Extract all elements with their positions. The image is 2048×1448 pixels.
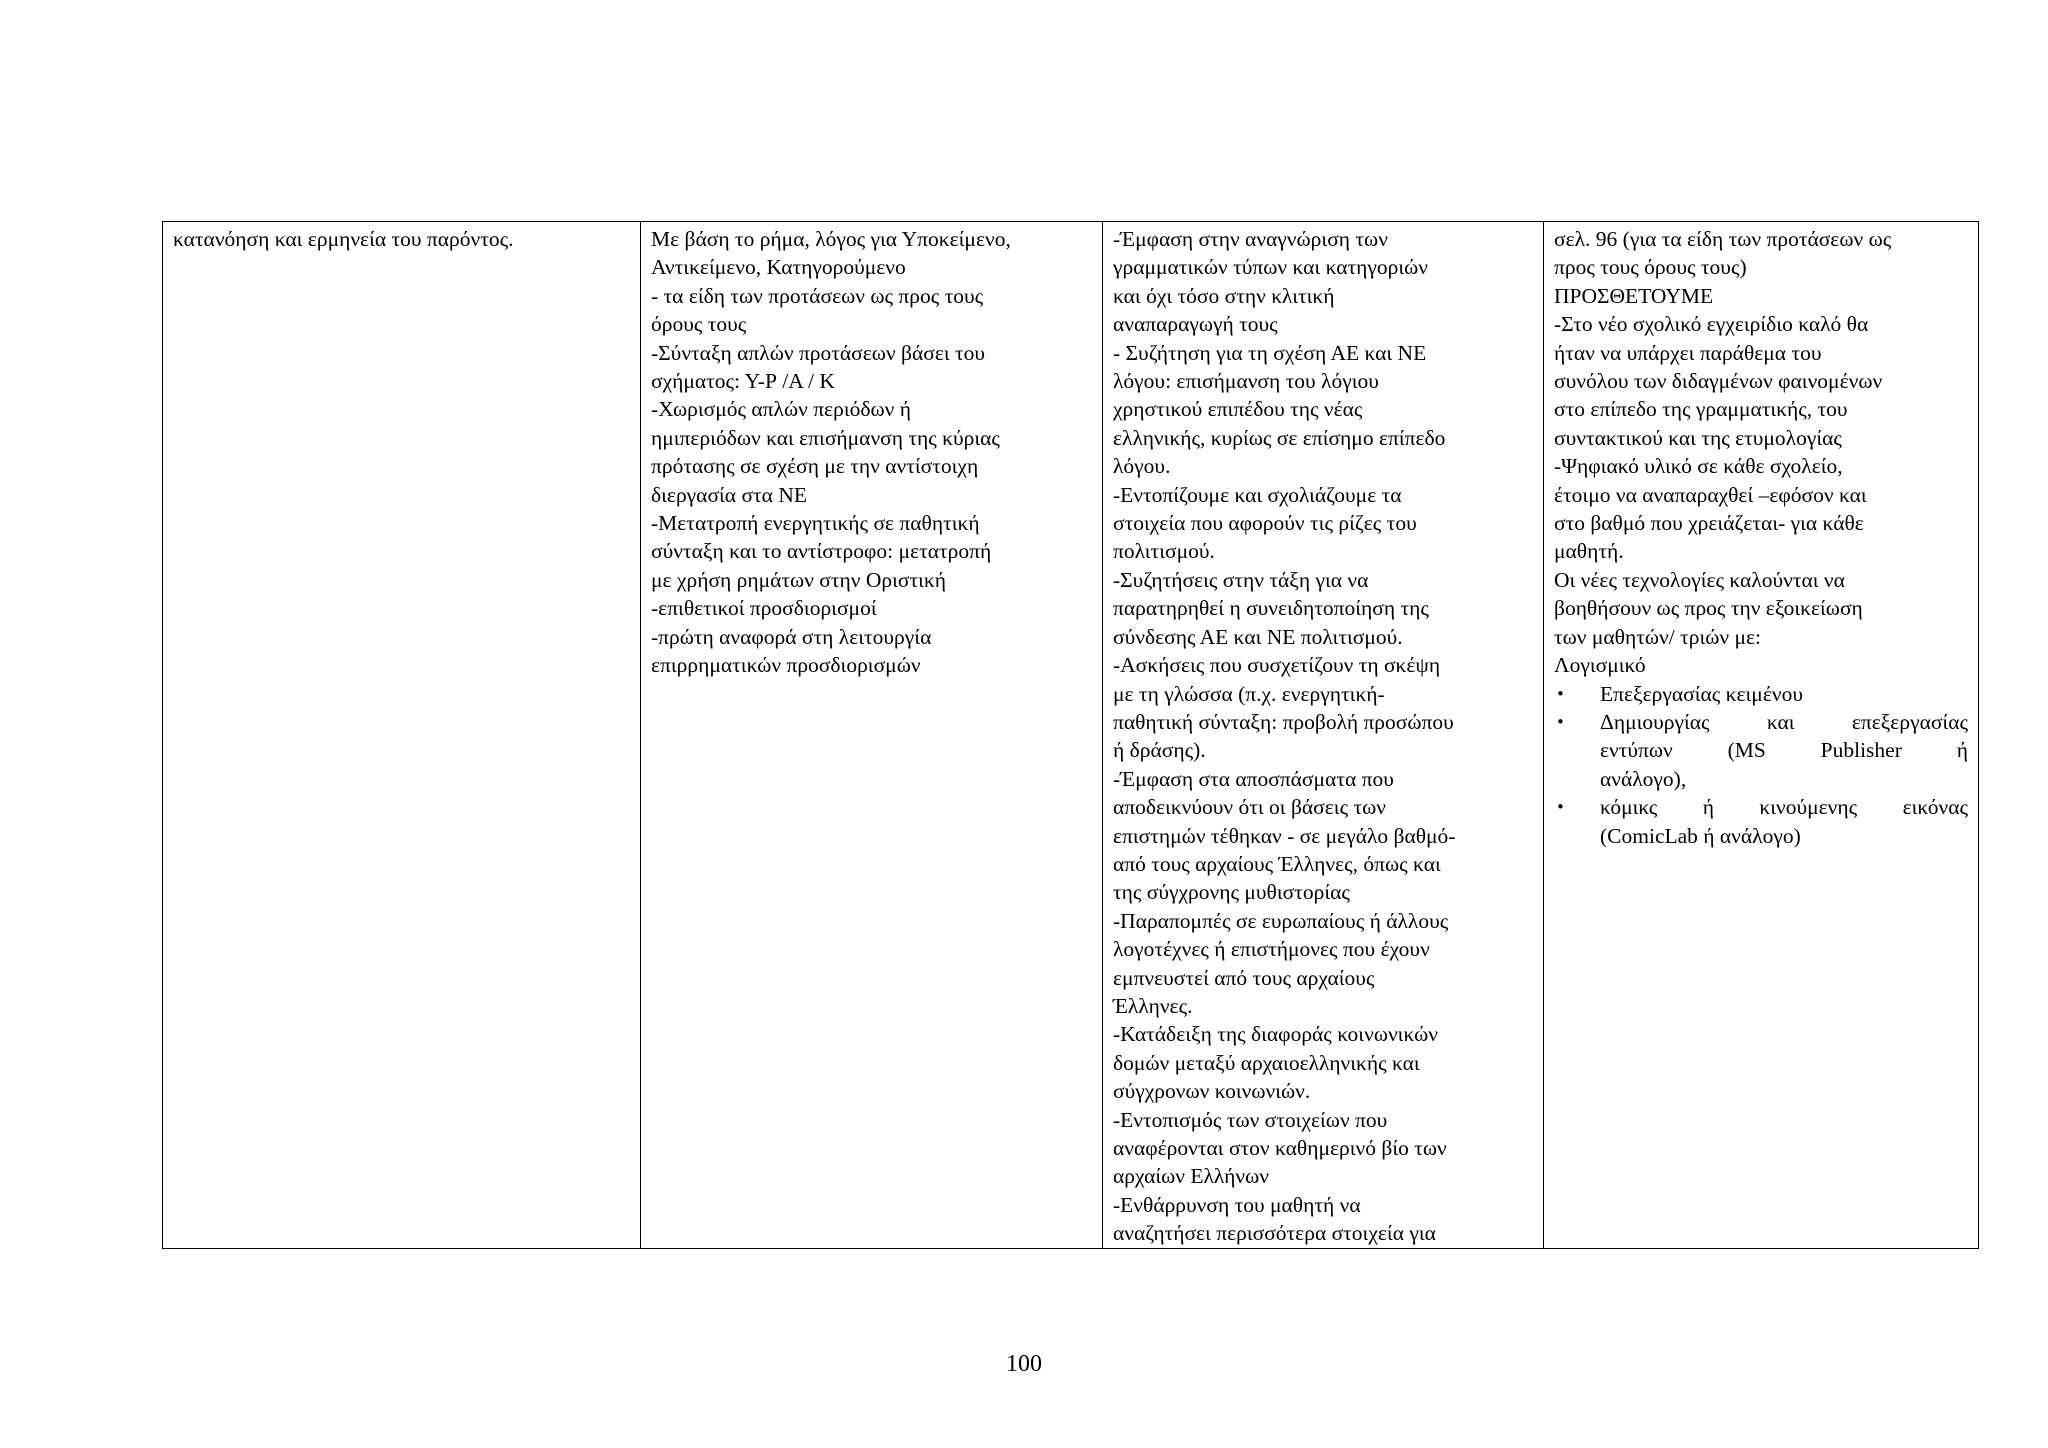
- text-line: στο βαθμό που χρειάζεται- για κάθε: [1554, 511, 1864, 536]
- list-item: [1554, 680, 1968, 708]
- page-number: 100: [1006, 1351, 1042, 1377]
- list-item: [1554, 708, 1968, 793]
- text-line: αναπαραγωγή τους: [1113, 312, 1278, 337]
- bullet-line: [1600, 736, 1968, 764]
- text-line: της σύγχρονης μυθιστορίας: [1113, 880, 1350, 905]
- bullet-line: [1600, 793, 1968, 821]
- bullet-icon: •: [1556, 684, 1565, 703]
- text-line: -Ασκήσεις που συσχετίζουν τη σκέψη: [1113, 653, 1441, 678]
- curriculum-table: [162, 221, 1979, 1249]
- text-line: -Στο νέο σχολικό εγχειρίδιο καλό θα: [1554, 312, 1869, 337]
- cell-methodology: [1103, 222, 1544, 1249]
- bullet-icon: •: [1556, 712, 1565, 731]
- bullet-word: εικόνας: [1902, 795, 1968, 820]
- text-line: με χρήση ρημάτων στην Οριστική: [651, 567, 947, 592]
- text-line: επιρρηματικών προσδιορισμών: [651, 653, 921, 678]
- text-line: αρχαίων Ελλήνων: [1113, 1164, 1269, 1189]
- text-line: -Έμφαση στην αναγνώριση των: [1113, 227, 1388, 251]
- text-line: των μαθητών/ τριών με:: [1554, 624, 1762, 649]
- cell-objectives: [163, 222, 641, 1249]
- text-line: -Εντοπισμός των στοιχείων που: [1113, 1107, 1388, 1132]
- text-line: στοιχεία που αφορούν τις ρίζες του: [1113, 511, 1417, 536]
- text-line: κατανόηση και ερμηνεία του παρόντος.: [173, 227, 514, 251]
- text-line: επιστημών τέθηκαν - σε μεγάλο βαθμό-: [1113, 823, 1456, 848]
- text-line: ΠΡΟΣΘΕΤΟΥΜΕ: [1554, 283, 1714, 308]
- text-line: -Έμφαση στα αποσπάσματα που: [1113, 766, 1394, 791]
- bullet-line: [1600, 708, 1968, 736]
- text-line: Αντικείμενο, Κατηγορούμενο: [651, 255, 906, 280]
- text-line: εμπνευστεί από τους αρχαίους: [1113, 965, 1375, 990]
- text-line: ημιπεριόδων και επισήμανση της κύριας: [651, 425, 1000, 450]
- text-line: λόγου: επισήμανση του λόγιου: [1113, 369, 1379, 394]
- text-line: -Εντοπίζουμε και σχολιάζουμε τα: [1113, 482, 1402, 507]
- text-line: -Μετατροπή ενεργητικής σε παθητική: [651, 511, 980, 536]
- bullet-word: ή: [1702, 795, 1714, 820]
- bullet-icon: •: [1556, 798, 1565, 817]
- bullet-line: [1600, 822, 1968, 850]
- text-line: συντακτικού και της ετυμολογίας: [1554, 425, 1842, 450]
- text-line: πολιτισμού.: [1113, 539, 1215, 564]
- software-bullet-list: [1554, 680, 1968, 850]
- text-line: και όχι τόσο στην κλιτική: [1113, 283, 1335, 308]
- bullet-line: [1600, 765, 1968, 793]
- bullet-word: κόμικς: [1600, 795, 1658, 820]
- text-line: χρηστικού επιπέδου της νέας: [1113, 397, 1363, 422]
- text-line: -Κατάδειξη της διαφοράς κοινωνικών: [1113, 1022, 1438, 1047]
- text-line: -Ενθάρρυνση του μαθητή να: [1113, 1192, 1361, 1217]
- text-line: -Σύνταξη απλών προτάσεων βάσει του: [651, 340, 986, 365]
- text-line: προς τους όρους τους): [1554, 255, 1747, 280]
- text-line: σχήματος: Υ-Ρ /Α / Κ: [651, 369, 835, 394]
- text-line: λογοτέχνες ή επιστήμονες που έχουν: [1113, 937, 1430, 962]
- bullet-line: [1600, 680, 1968, 708]
- bullet-word: (ComicLab ή ανάλογο): [1600, 823, 1801, 848]
- text-line: σύγχρονων κοινωνιών.: [1113, 1079, 1311, 1104]
- bullet-word: κινούμενης: [1759, 795, 1858, 820]
- text-line: -Χωρισμός απλών περιόδων ή: [651, 397, 911, 422]
- text-line: ελληνικής, κυρίως σε επίσημο επίπεδο: [1113, 425, 1446, 450]
- text-line: όρους τους: [651, 312, 747, 337]
- cell-content: [641, 222, 1103, 1249]
- text-line: - τα είδη των προτάσεων ως προς τους: [651, 283, 984, 308]
- text-line: γραμματικών τύπων και κατηγοριών: [1113, 255, 1429, 280]
- text-line: Λογισμικό: [1554, 653, 1646, 678]
- text-line: -Παραπομπές σε ευρωπαίους ή άλλους: [1113, 908, 1449, 933]
- text-line: Οι νέες τεχνολογίες καλούνται να: [1554, 567, 1845, 592]
- text-line: -πρώτη αναφορά στη λειτουργία: [651, 624, 932, 649]
- list-item: [1554, 793, 1968, 850]
- bullet-word: ανάλογο),: [1600, 766, 1687, 791]
- text-line: παρατηρηθεί η συνειδητοποίηση της: [1113, 596, 1429, 621]
- bullet-word: επεξεργασίας: [1851, 709, 1968, 734]
- text-line: αναφέρονται στον καθημερινό βίο των: [1113, 1136, 1447, 1160]
- text-line: δομών μεταξύ αρχαιοελληνικής και: [1113, 1050, 1420, 1075]
- text-line: αναζητήσει περισσότερα στοιχεία για: [1113, 1221, 1436, 1246]
- text-line: έτοιμο να αναπαραχθεί –εφόσον και: [1554, 482, 1867, 507]
- text-line: σελ. 96 (για τα είδη των προτάσεων ως: [1554, 227, 1892, 251]
- text-line: -Συζητήσεις στην τάξη για να: [1113, 567, 1369, 592]
- text-line: από τους αρχαίους Έλληνες, όπως και: [1113, 851, 1441, 876]
- cell-resources: [1544, 222, 1979, 1249]
- text-line: παθητική σύνταξη: προβολή προσώπου: [1113, 709, 1454, 734]
- bullet-word: Δημιουργίας: [1600, 709, 1710, 734]
- text-line: διεργασία στα ΝΕ: [651, 482, 807, 507]
- bullet-word: ή: [1956, 738, 1968, 763]
- text-line: Με βάση το ρήμα, λόγος για Υποκείμενο,: [651, 227, 1011, 251]
- text-line: πρότασης σε σχέση με την αντίστοιχη: [651, 454, 979, 479]
- text-line: -Ψηφιακό υλικό σε κάθε σχολείο,: [1554, 454, 1843, 479]
- bullet-word: Επεξεργασίας κειμένου: [1600, 681, 1803, 706]
- text-line: σύνδεσης ΑΕ και ΝΕ πολιτισμού.: [1113, 624, 1403, 649]
- text-line: στο επίπεδο της γραμματικής, του: [1554, 397, 1848, 422]
- table-row: [163, 222, 1979, 1249]
- text-line: λόγου.: [1113, 454, 1171, 479]
- text-line: - Συζήτηση για τη σχέση ΑΕ και ΝΕ: [1113, 340, 1427, 365]
- text-line: αποδεικνύουν ότι οι βάσεις των: [1113, 795, 1386, 820]
- text-line: βοηθήσουν ως προς την εξοικείωση: [1554, 596, 1863, 621]
- text-line: μαθητή.: [1554, 539, 1624, 564]
- text-line: με τη γλώσσα (π.χ. ενεργητική-: [1113, 681, 1385, 706]
- text-line: ή δράσης).: [1113, 738, 1206, 763]
- bullet-word: (MS: [1727, 738, 1766, 763]
- text-line: Έλληνες.: [1113, 993, 1193, 1018]
- bullet-word: και: [1766, 709, 1795, 734]
- text-line: ήταν να υπάρχει παράθεμα του: [1554, 340, 1822, 365]
- text-line: σύνταξη και το αντίστροφο: μετατροπή: [651, 539, 992, 564]
- text-line: συνόλου των διδαγμένων φαινομένων: [1554, 369, 1883, 394]
- bullet-word: Publisher: [1820, 738, 1902, 763]
- text-line: -επιθετικοί προσδιορισμοί: [651, 596, 877, 621]
- bullet-word: εντύπων: [1600, 738, 1673, 763]
